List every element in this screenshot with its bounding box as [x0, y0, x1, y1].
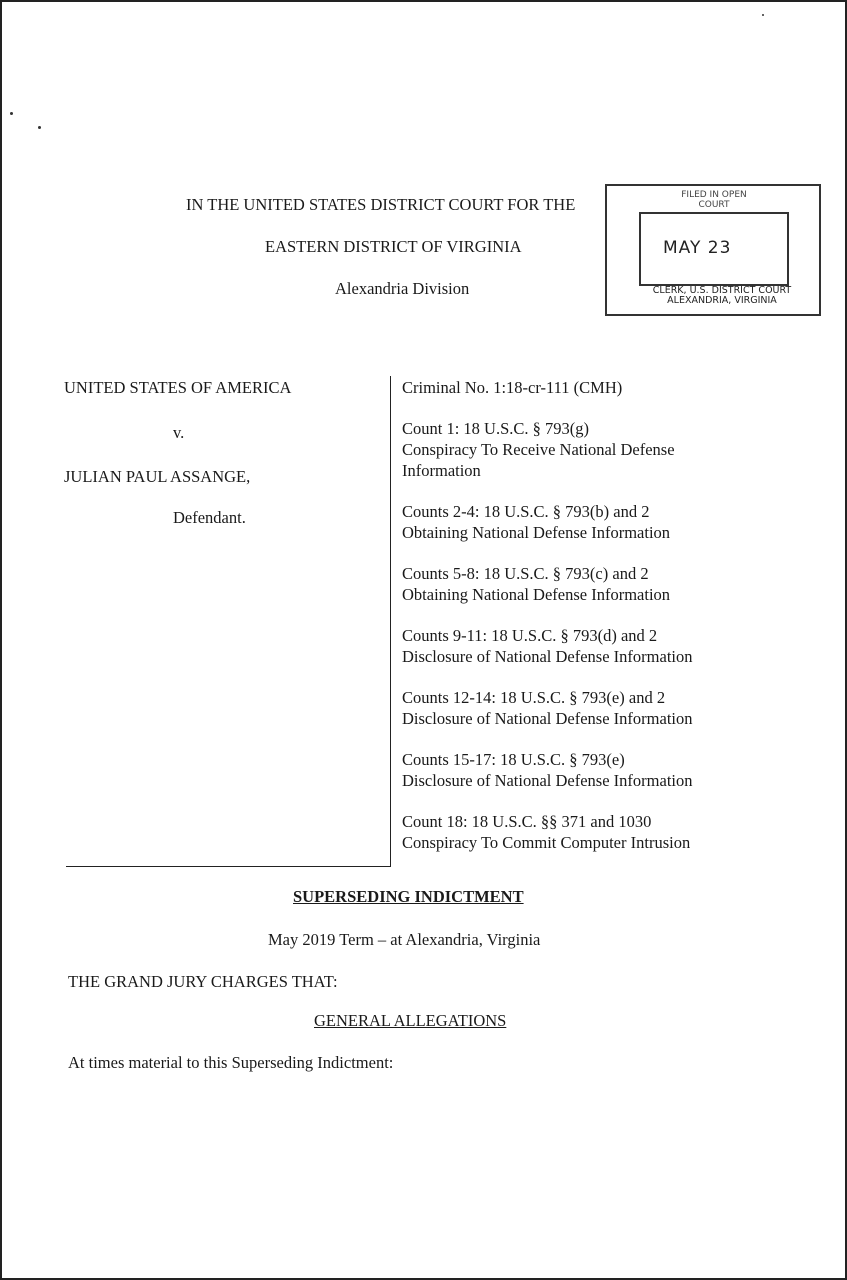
count-entry	[402, 563, 693, 605]
grand-jury-charge: THE GRAND JURY CHARGES THAT:	[68, 972, 338, 991]
criminal-number: Criminal No. 1:18-cr-111 (CMH)	[402, 378, 623, 397]
stamp-clerk-label	[637, 286, 807, 306]
count-description: Disclosure of National Defense Information	[402, 709, 693, 728]
count-entry	[402, 418, 693, 481]
count-statute: Counts 2-4: 18 U.S.C. § 793(b) and 2	[402, 502, 650, 521]
count-entry	[402, 501, 693, 543]
count-description: Disclosure of National Defense Information	[402, 647, 693, 666]
count-statute: Counts 15-17: 18 U.S.C. § 793(e)	[402, 750, 625, 769]
count-entry	[402, 625, 693, 667]
stamp-date-box	[639, 212, 789, 286]
defendant-label: Defendant.	[173, 508, 246, 527]
caption-divider-vertical	[390, 376, 391, 866]
court-title-line-1: IN THE UNITED STATES DISTRICT COURT FOR THE	[186, 195, 576, 214]
count-entry	[402, 811, 693, 853]
stamp-clerk-line-1: CLERK, U.S. DISTRICT COURT	[652, 285, 792, 296]
count-description: Obtaining National Defense Information	[402, 523, 671, 542]
court-term: May 2019 Term – at Alexandria, Virginia	[268, 930, 541, 949]
count-statute: Count 18: 18 U.S.C. §§ 371 and 1030	[402, 812, 652, 831]
defendant-name: JULIAN PAUL ASSANGE,	[64, 467, 251, 486]
versus-label: v.	[173, 423, 185, 442]
document-heading: SUPERSEDING INDICTMENT	[293, 887, 524, 906]
count-description: Disclosure of National Defense Information	[402, 771, 693, 790]
plaintiff-name: UNITED STATES OF AMERICA	[64, 378, 292, 397]
filed-stamp	[605, 184, 821, 316]
stamp-filed-label: FILED IN OPEN COURT	[681, 190, 747, 210]
count-description: Obtaining National Defense Information	[402, 585, 671, 604]
court-title-line-2: EASTERN DISTRICT OF VIRGINIA	[265, 237, 522, 256]
count-description: Conspiracy To Receive National Defense	[402, 440, 675, 459]
stamp-clerk-line-2: ALEXANDRIA, VIRGINIA	[667, 295, 777, 306]
scan-speck	[762, 14, 764, 16]
count-entry	[402, 687, 693, 729]
count-statute: Counts 12-14: 18 U.S.C. § 793(e) and 2	[402, 688, 666, 707]
count-description: Conspiracy To Commit Computer Intrusion	[402, 833, 691, 852]
count-description-cont: Information	[402, 461, 481, 480]
section-heading: GENERAL ALLEGATIONS	[314, 1011, 507, 1030]
intro-paragraph: At times material to this Superseding Indictment:	[68, 1053, 394, 1072]
scan-speck	[10, 112, 13, 115]
stamp-date: MAY 23	[663, 238, 732, 258]
count-statute: Counts 9-11: 18 U.S.C. § 793(d) and 2	[402, 626, 658, 645]
count-entry	[402, 749, 693, 791]
caption-divider-horizontal	[66, 866, 391, 867]
count-statute: Count 1: 18 U.S.C. § 793(g)	[402, 419, 590, 438]
scan-speck	[38, 126, 41, 129]
court-division: Alexandria Division	[335, 279, 470, 298]
charges-list	[402, 377, 693, 853]
count-statute: Counts 5-8: 18 U.S.C. § 793(c) and 2	[402, 564, 649, 583]
